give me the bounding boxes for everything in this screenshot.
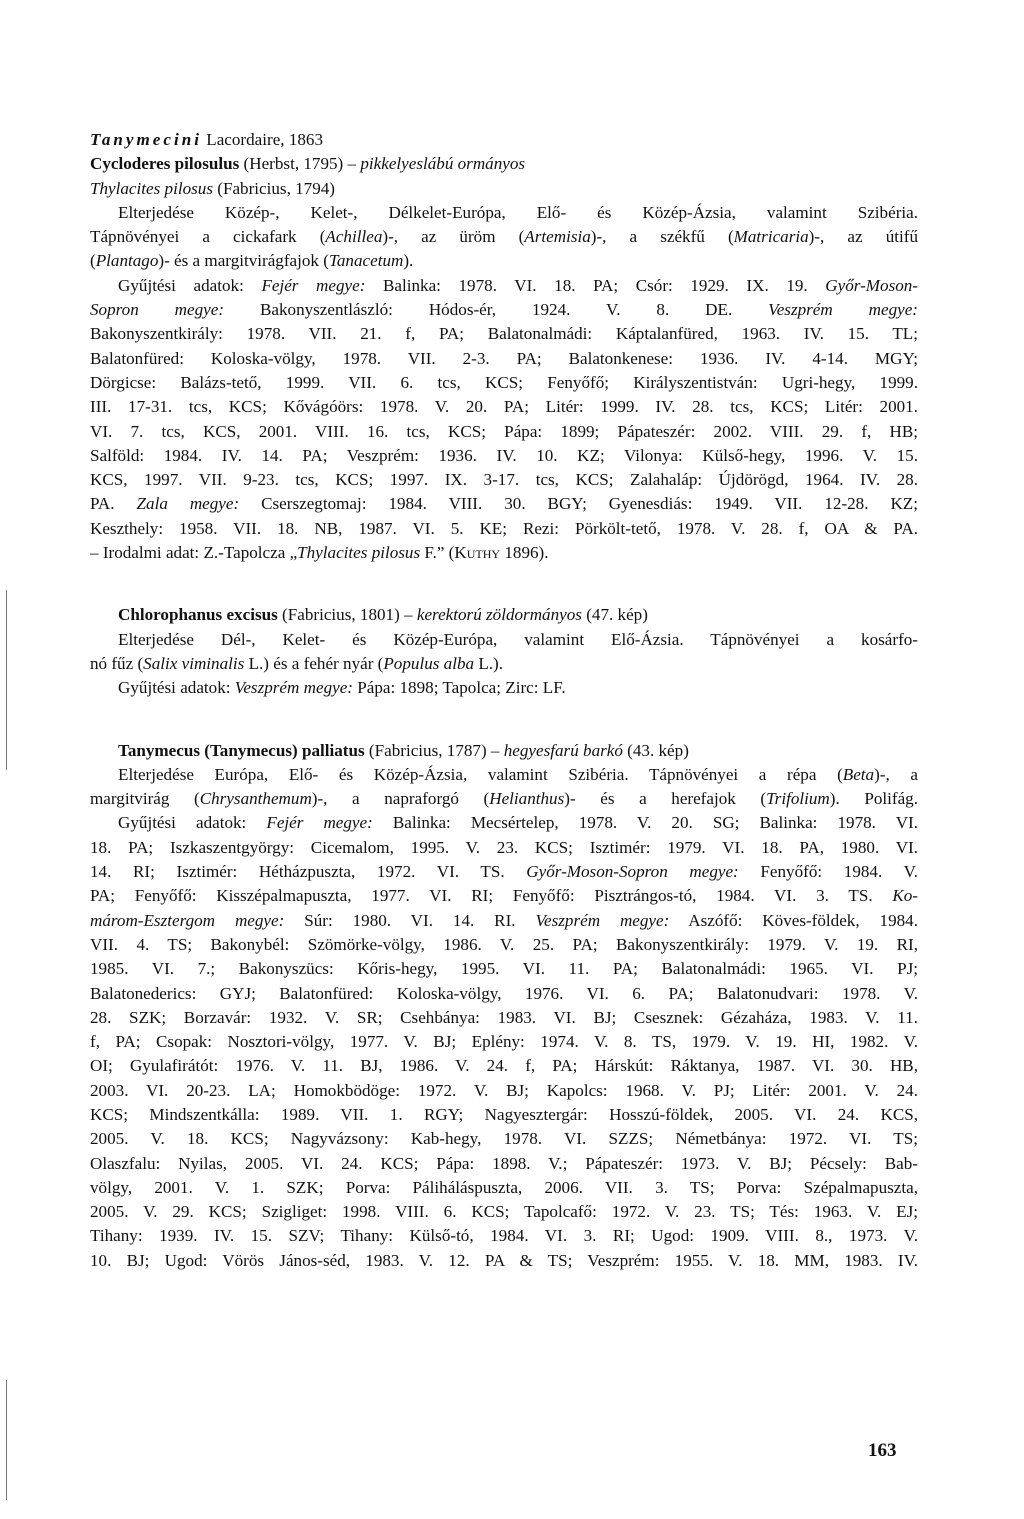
text-line xyxy=(90,347,918,371)
text-run: PA; Fenyőfő: Kisszépalmapuszta, 1977. VI. RI; Fenyőfő: Pisztrángos-tó, 1984. VI. 3. TS. xyxy=(90,886,893,906)
text-run: kerektorú zöldormányos xyxy=(416,605,582,625)
text-run: VII. 4. TS; Bakonybél: Szömörke-völgy, 1986. V. 25. PA; Bakonyszentkirály: 1979. V. 19. RI, xyxy=(90,934,918,954)
text-run: 14. RI; Isztimér: Hétházpuszta, 1972. VI. TS. xyxy=(90,862,527,882)
text-run: Győr-Moson-Sopron megye: xyxy=(526,862,739,882)
text-run: Elterjedése Dél-, Kelet- és Közép-Európa, valamint Elő-Ázsia. Tápnövényei a kosárfo- xyxy=(118,629,918,649)
text-line xyxy=(90,1030,918,1054)
text-run: Tápnövényei a cickafark ( xyxy=(90,227,326,247)
text-line xyxy=(90,444,918,468)
text-run: Plantago xyxy=(95,251,159,271)
text-line xyxy=(90,298,918,322)
text-run: Gyűjtési adatok: xyxy=(118,813,267,833)
text-line xyxy=(90,1079,918,1103)
text-line xyxy=(90,982,918,1006)
text-run: 1896). xyxy=(500,543,549,563)
text-run: Elterjedése Közép-, Kelet-, Délkelet-Európa, Elő- és Közép-Ázsia, valamint Szibéria. xyxy=(118,202,918,222)
text-line xyxy=(90,811,918,835)
text-run: Balinka: 1978. VI. 18. PA; Csór: 1929. IX. 19. xyxy=(365,275,826,295)
text-run: Tihany: 1939. IV. 15. SZV; Tihany: Külső-tó, 1984. VI. 3. RI; Ugod: 1909. VIII. 8., 1973. V. xyxy=(90,1226,918,1246)
text-run: Achillea xyxy=(325,227,383,247)
tribe-author: Lacordaire, 1863 xyxy=(202,130,324,149)
text-run: (43. kép) xyxy=(622,740,689,760)
text-line xyxy=(90,1054,918,1078)
text-line xyxy=(90,787,918,811)
text-line xyxy=(90,763,918,787)
text-line xyxy=(90,909,918,933)
text-run: Balinka: Mecsértelep, 1978. V. 20. SG; Balinka: 1978. VI. xyxy=(372,813,919,833)
text-run: )-, a székfű ( xyxy=(590,227,734,247)
text-line xyxy=(90,1127,918,1151)
text-line xyxy=(90,836,918,860)
text-run: Kuthy xyxy=(454,543,501,563)
text-line xyxy=(90,1224,918,1248)
text-run: Sopron megye: xyxy=(90,300,225,320)
text-run: Veszprém megye: xyxy=(234,678,353,698)
section-gap xyxy=(90,701,918,739)
text-run: Balatonederics: GYJ; Balatonfüred: Koloska-völgy, 1976. VI. 6. PA; Balatonudvari: 1978. V. xyxy=(90,983,918,1003)
text-run: F.” ( xyxy=(420,543,455,563)
text-run: Thylacites pilosus xyxy=(90,178,213,198)
text-run: Győr-Moson- xyxy=(825,275,919,295)
text-run: ( xyxy=(90,251,96,271)
text-run: Matricaria xyxy=(733,227,809,247)
text-run: Veszprém megye: xyxy=(768,300,919,320)
text-run: Gyűjtési adatok: xyxy=(118,678,235,698)
text-line xyxy=(90,274,918,298)
species-heading-tanymecus xyxy=(90,739,918,763)
text-run: Keszthely: 1958. VII. 18. NB, 1987. VI. 5. KE; Rezi: Pörkölt-tető, 1978. V. 28. f, OA & PA. xyxy=(90,518,918,538)
text-run: Salföld: 1984. IV. 14. PA; Veszprém: 1936. IV. 10. KZ; Vilonya: Külső-hegy, 1996. V. 15. xyxy=(90,445,918,465)
text-run: Thylacites pilosus xyxy=(297,543,421,563)
text-line xyxy=(90,541,918,565)
text-run: 10. BJ; Ugod: Vörös János-séd, 1983. V. 12. PA & TS; Veszprém: 1955. V. 18. MM, 1983. IV. xyxy=(90,1250,918,1270)
text-run: III. 17-31. tcs, KCS; Kővágóörs: 1978. V. 20. PA; Litér: 1999. IV. 28. tcs, KCS; Litér: 2001. xyxy=(90,397,918,417)
text-run: Pápa: 1898; Tapolca; Zirc: LF. xyxy=(352,678,566,698)
synonym-line xyxy=(90,177,918,201)
text-run: Balatonfüred: Koloska-völgy, 1978. VII. 2-3. PA; Balatonkenese: 1936. IV. 4-14. MGY; xyxy=(90,348,918,368)
text-run: Gyűjtési adatok: xyxy=(118,275,262,295)
text-run: f, PA; Csopak: Nosztori-völgy, 1977. V. BJ; Eplény: 1974. V. 8. TS, 1979. V. 19. HI, 1982. V. xyxy=(90,1032,918,1052)
tribe-name: Tanymecini xyxy=(90,130,202,149)
text-run: )-, az útifű xyxy=(808,227,918,247)
text-line xyxy=(90,225,918,249)
text-run: 28. SZK; Borzavár: 1932. V. SR; Csehbánya: 1983. VI. BJ; Csesznek: Gézaháza, 1983. V. 11. xyxy=(90,1007,918,1027)
text-run: Salix viminalis xyxy=(143,653,245,673)
text-run: Populus alba xyxy=(383,653,475,673)
scan-margin-line-1 xyxy=(6,590,7,770)
text-line xyxy=(90,957,918,981)
text-run: )-, a xyxy=(874,764,918,784)
section-gap xyxy=(90,565,918,603)
species-heading-cycloderes xyxy=(90,152,918,176)
text-run: Cserszegtomaj: 1984. VIII. 30. BGY; Gyenesdiás: 1949. VII. 12-28. KZ; xyxy=(239,494,918,514)
tribe-heading xyxy=(90,128,918,152)
text-run: Cycloderes pilosulus xyxy=(90,154,240,174)
text-line xyxy=(90,420,918,444)
text-run: OI; Gyulafirátót: 1976. V. 11. BJ, 1986. V. 24. f, PA; Hárskút: Ráktanya, 1987. VI. 30. HB, xyxy=(90,1056,918,1076)
text-run: 2005. V. 29. KCS; Szigliget: 1998. VIII. 6. KCS; Tapolcafő: 1972. V. 23. TS; Tés: 1963. V. EJ; xyxy=(90,1202,918,1222)
text-run: Elterjedése Európa, Elő- és Közép-Ázsia, valamint Szibéria. Tápnövényei a répa ( xyxy=(118,764,843,784)
text-run: )-, a napraforgó ( xyxy=(311,789,490,809)
text-run: Chrysanthemum xyxy=(199,789,312,809)
text-line xyxy=(90,201,918,225)
text-line xyxy=(90,1176,918,1200)
scan-margin-line-2 xyxy=(6,1380,7,1500)
text-run: hegyesfarú barkó xyxy=(503,740,623,760)
text-run: ). Polifág. xyxy=(829,789,918,809)
text-run: Chlorophanus excisus xyxy=(118,605,278,625)
text-line xyxy=(90,249,918,273)
text-run: )- és a margitvirágfajok ( xyxy=(158,251,329,271)
text-run: (Herbst, 1795) – xyxy=(239,154,361,174)
text-run: ). xyxy=(403,251,414,271)
text-run: Beta xyxy=(842,764,875,784)
text-run: (Fabricius, 1787) – xyxy=(364,740,504,760)
text-line xyxy=(90,492,918,516)
text-line xyxy=(90,322,918,346)
text-run: L.). xyxy=(474,653,504,673)
text-line xyxy=(90,652,918,676)
text-line xyxy=(90,1200,918,1224)
page-number: 163 xyxy=(868,1440,897,1461)
text-run: PA. xyxy=(90,494,137,514)
text-run: 1985. VI. 7.; Bakonyszücs: Kőris-hegy, 1995. VI. 11. PA; Balatonalmádi: 1965. VI. PJ; xyxy=(90,959,918,979)
text-run: Olaszfalu: Nyilas, 2005. VI. 24. KCS; Pápa: 1898. V.; Pápateszér: 1973. V. BJ; Pécsely: Bab- xyxy=(90,1153,918,1173)
text-line xyxy=(90,676,918,700)
text-run: KCS; Mindszentkálla: 1989. VII. 1. RGY; Nagyesztergár: Hosszú-földek, 2005. VI. 24. KCS, xyxy=(90,1104,918,1124)
text-run: L.) és a fehér nyár ( xyxy=(244,653,384,673)
text-run: (Fabricius, 1794) xyxy=(212,178,335,198)
text-run: Fejér megye: xyxy=(266,813,373,833)
page-body xyxy=(90,128,918,1273)
text-line xyxy=(90,1152,918,1176)
text-run: KCS, 1997. VII. 9-23. tcs, KCS; 1997. IX. 3-17. tcs, KCS; Zalahaláp: Újdörögd, 1964. IV. 28. xyxy=(90,470,918,490)
text-run: 2005. V. 18. KCS; Nagyvázsony: Kab-hegy, 1978. VI. SZZS; Németbánya: 1972. VI. TS; xyxy=(90,1129,918,1149)
text-line xyxy=(90,468,918,492)
text-run: Artemisia xyxy=(524,227,591,247)
text-run: VI. 7. tcs, KCS, 2001. VIII. 16. tcs, KCS; Pápa: 1899; Pápateszér: 2002. VIII. 29. f, HB; xyxy=(90,421,918,441)
text-run: Tanymecus (Tanymecus) palliatus xyxy=(118,740,365,760)
text-run: márom-Esztergom megye: xyxy=(90,910,285,930)
text-run: Tanacetum xyxy=(328,251,404,271)
text-run: Bakonyszentkirály: 1978. VII. 21. f, PA; Balatonalmádi: Káptalanfüred, 1963. IV. 15. TL; xyxy=(90,324,918,344)
text-line xyxy=(90,860,918,884)
text-run: Dörgicse: Balázs-tető, 1999. VII. 6. tcs, KCS; Fenyőfő; Királyszentistván: Ugri-hegy, 1999. xyxy=(90,372,918,392)
text-run: 2003. VI. 20-23. LA; Homokbödöge: 1972. V. BJ; Kapolcs: 1968. V. PJ; Litér: 2001. V. 24. xyxy=(90,1080,918,1100)
text-run: Fenyőfő: 1984. V. xyxy=(738,862,919,882)
text-line xyxy=(90,884,918,908)
text-run: (47. kép) xyxy=(581,605,648,625)
text-run: )- és a herefajok ( xyxy=(564,789,767,809)
text-line xyxy=(90,933,918,957)
text-run: 18. PA; Iszkaszentgyörgy: Cicemalom, 1995. V. 23. KCS; Isztimér: 1979. VI. 18. PA, 1980. VI. xyxy=(90,837,918,857)
text-run: Ko- xyxy=(892,886,918,906)
text-run: pikkelyeslábú ormányos xyxy=(360,154,526,174)
text-run: Zala megye: xyxy=(136,494,240,514)
text-run: nó fűz ( xyxy=(90,653,144,673)
text-run: Aszófő: Köves-földek, 1984. xyxy=(669,910,918,930)
text-run: Veszprém megye: xyxy=(535,910,670,930)
text-run: – Irodalmi adat: Z.-Tapolcza „ xyxy=(90,543,298,563)
text-line xyxy=(90,371,918,395)
text-line xyxy=(90,1103,918,1127)
text-run: Trifolium xyxy=(766,789,830,809)
text-run: völgy, 2001. V. 1. SZK; Porva: Páliháláspuszta, 2006. VII. 3. TS; Porva: Szépalmapuszta, xyxy=(90,1177,918,1197)
text-run: Súr: 1980. VI. 14. RI. xyxy=(284,910,536,930)
text-line xyxy=(90,1006,918,1030)
text-line xyxy=(90,517,918,541)
text-run: Bakonyszentlászló: Hódos-ér, 1924. V. 8. DE. xyxy=(224,300,769,320)
text-run: margitvirág ( xyxy=(90,789,200,809)
text-line xyxy=(90,628,918,652)
text-line xyxy=(90,395,918,419)
text-run: Fejér megye: xyxy=(261,275,366,295)
text-line xyxy=(90,1249,918,1273)
text-run: )-, az üröm ( xyxy=(382,227,525,247)
text-run: (Fabricius, 1801) – xyxy=(277,605,417,625)
species-heading-chlorophanus xyxy=(90,603,918,627)
text-run: Helianthus xyxy=(489,789,565,809)
